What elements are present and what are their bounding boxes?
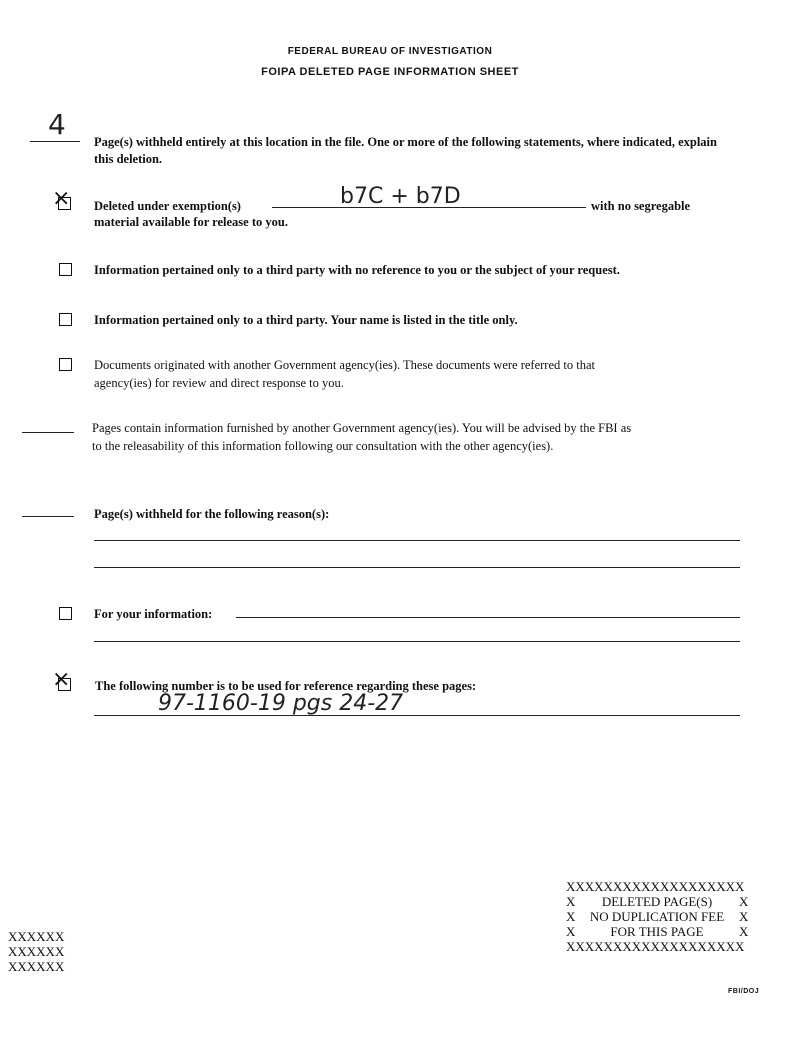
info-line-2 <box>94 641 740 642</box>
exemption-line2: material available for release to you. <box>94 215 288 229</box>
deleted-pages-box <box>566 879 756 954</box>
check-mark-icon: ⨯ <box>52 667 71 692</box>
box-row-1: X DELETED PAGE(S) X <box>566 894 749 909</box>
reasons-line-1 <box>94 540 740 541</box>
left-x-block <box>8 929 64 974</box>
reasons-line-2 <box>94 567 740 568</box>
furnished-line2: to the releasability of this information following our consultation with the other agency(ies). <box>92 439 554 453</box>
withheld-entirely-text: Page(s) withheld entirely at this location in the file. One or more of the following statements, where indicated, explain this deletion. <box>94 135 717 166</box>
left-x-row: XXXXXX <box>8 959 65 974</box>
pages-withheld-count: 4 <box>48 108 66 141</box>
info-line-1 <box>236 617 740 618</box>
withheld-reasons-text: Page(s) withheld for the following reason(s): <box>94 507 330 521</box>
deleted-pages-label: DELETED PAGE(S) <box>601 894 713 909</box>
other-agency-line1: Documents originated with another Government agency(ies). These documents were referred to that <box>94 358 595 372</box>
box-row-3: X FOR THIS PAGE X <box>566 924 749 939</box>
third-party-no-ref-text: Information pertained only to a third party with no reference to you or the subject of your request. <box>94 263 620 277</box>
third-party-title-text: Information pertained only to a third party. Your name is listed in the title only. <box>94 313 518 327</box>
form-title: FOIPA DELETED PAGE INFORMATION SHEET <box>261 66 519 78</box>
agency-name: FEDERAL BUREAU OF INVESTIGATION <box>287 46 493 57</box>
check-mark-icon: ⨯ <box>52 186 71 211</box>
other-agency-line2: agency(ies) for review and direct response to you. <box>94 376 344 390</box>
count-underline <box>30 141 80 142</box>
left-x-row: XXXXXX <box>8 929 65 944</box>
left-x-row: XXXXXX <box>8 944 65 959</box>
third-party-checkbox[interactable] <box>59 263 72 276</box>
for-this-page-label: FOR THIS PAGE <box>610 924 704 939</box>
reasons-blank <box>22 516 74 517</box>
box-row-2: X NO DUPLICATION FEE X <box>566 909 749 924</box>
exemption-prefix: Deleted under exemption(s) <box>94 199 241 213</box>
furnished-blank <box>22 432 74 433</box>
fbi-doj-stamp: FBI/DOJ <box>728 988 760 995</box>
exemption-value: b7C + b7D <box>340 184 461 209</box>
third-party-title-checkbox[interactable] <box>59 313 72 326</box>
other-agency-checkbox[interactable] <box>59 358 72 371</box>
box-border-bottom: XXXXXXXXXXXXXXXXXXX <box>566 939 745 954</box>
box-border-top: XXXXXXXXXXXXXXXXXXX <box>566 879 745 894</box>
reference-value: 97-1160-19 pgs 24-27 <box>158 691 404 716</box>
for-your-info-checkbox[interactable] <box>59 607 72 620</box>
no-duplication-fee-label: NO DUPLICATION FEE <box>589 909 725 924</box>
reference-label: The following number is to be used for reference regarding these pages: <box>95 679 477 693</box>
exemption-suffix: with no segregable <box>591 199 691 213</box>
for-your-info-text: For your information: <box>94 607 213 621</box>
furnished-line1: Pages contain information furnished by another Government agency(ies). You will be advised by the FBI as <box>92 421 632 435</box>
